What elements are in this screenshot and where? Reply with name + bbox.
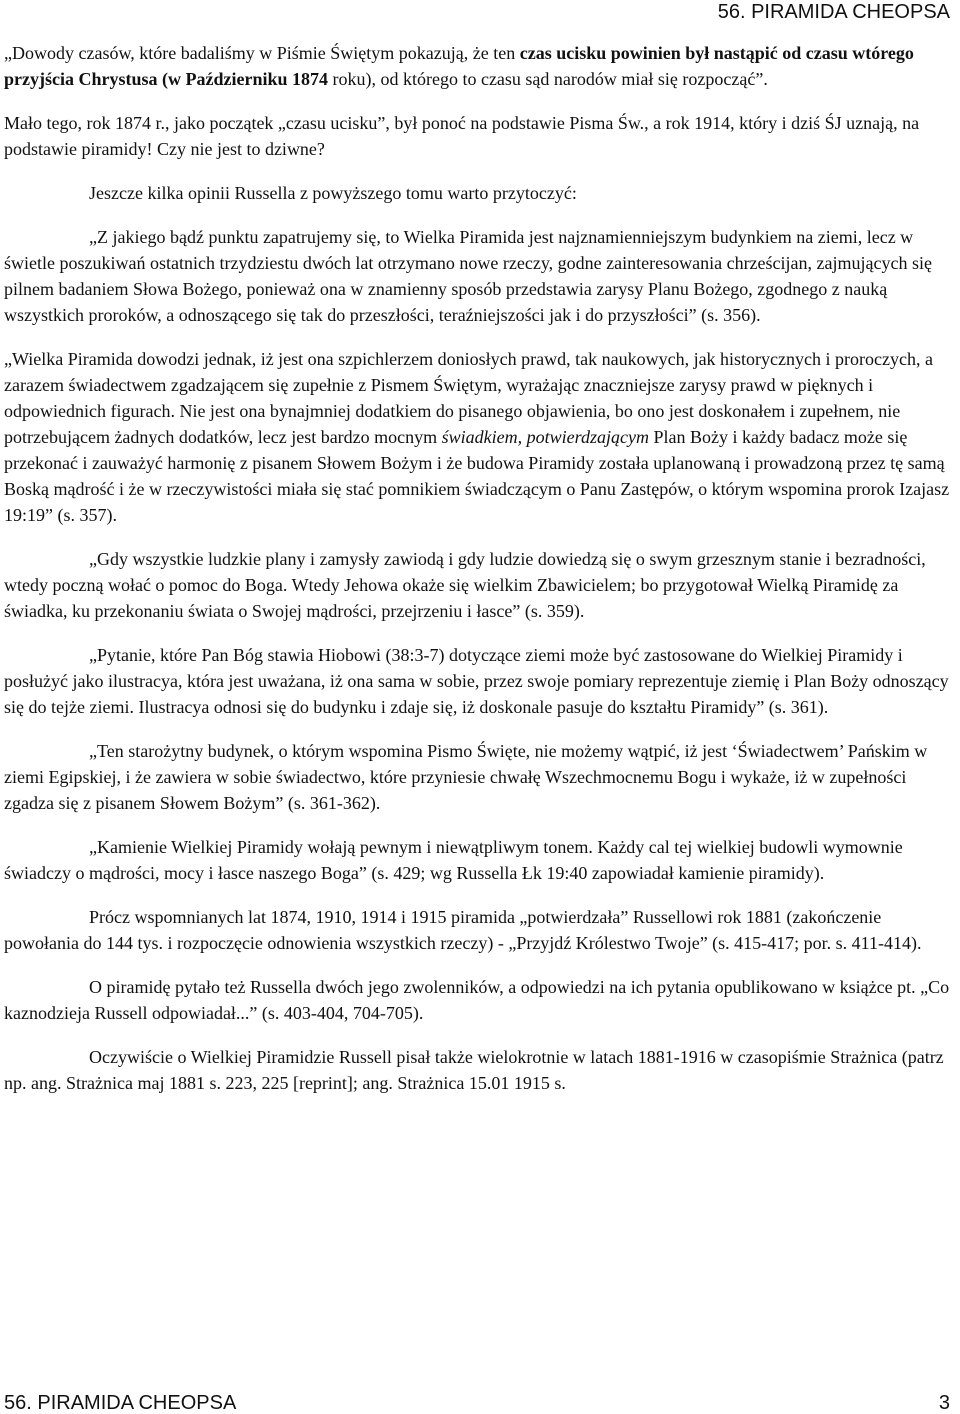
paragraph-11: O piramidę pytało też Russella dwóch jego zwolenników, a odpowiedzi na ich pytania opublikowano w książce pt. „Co kaznodzieja Russell odpowiadał...” (s. 403-404, 704-705). [4, 977, 950, 1023]
italic-text: świadkiem, potwierdzającym [441, 427, 649, 447]
paragraph-2: Mało tego, rok 1874 r., jako początek „czasu ucisku”, był ponoć na podstawie Pisma Św., a rok 1914, który i dziś ŚJ uznają, na podstawie piramidy! Czy nie jest to dziwne? [4, 113, 920, 159]
text-run: roku), od którego to czasu sąd narodów miał się rozpocząć”. [327, 69, 768, 89]
page-number: 3 [938, 1392, 950, 1414]
quote-3: „Gdy wszystkie ludzkie plany i zamysły zawiodą i gdy ludzie dowiedzą się o swym grzesznym stanie i bezradności, wtedy poczną wołać o pomoc do Boga. Wtedy Jehowa okaże się wielkim Zbawicielem; bo przygotował Wielką Piramidę za świadka, ku przekonaniu świata o Swojej mądrości, przejrzeniu i łasce” (s. 359). [4, 549, 926, 621]
text-run: „Wielka Piramida dowodzi jednak, iż jest ona szpichlerzem doniosłych prawd, tak naukowych, jak historycznych i proroczych, a zarazem świadectwem zgadzającem się zupełnie z Pismem Świętym, wyrażając znaczniejsze zarysy prawd w pięknych i odpowiednich figurach. Nie jest ona bynajmniej dodatkiem do pisanego objawienia, bo ono jest doskonałem i zupełnem, nie potrzebującem żadnych dodatków, lecz jest bardzo mocnym [4, 349, 933, 447]
paragraph-3: Jeszcze kilka opinii Russella z powyższego tomu warto przytoczyć: [89, 183, 577, 203]
paragraph-10: Prócz wspomnianych lat 1874, 1910, 1914 i 1915 piramida „potwierdzała” Russellowi rok 1881 (zakończenie powołania do 144 tys. i rozpoczęcie odnowienia wszystkich rzeczy) - „Przyjdź Królestwo Twoje” (s. 415-417; por. s. 411-414). [4, 907, 922, 953]
paragraph-1 [4, 40, 952, 92]
quote-1: „Z jakiego bądź punktu zapatrujemy się, to Wielka Piramida jest najznamienniejszym budynkiem na ziemi, lecz w świetle poszukiwań ostatnich trzydziestu dwóch lat otrzymano nowe rzeczy, godne zainteresowania chrześcijan, zajmujących się pilnem badaniem Słowa Bożego, ponieważ ona w znamienny sposób przedstawia zarysy Planu Bożego, zgodnego z nauką wszystkich proroków, a odnoszącego się tak do przeszłości, teraźniejszości jak i do przyszłości” (s. 356). [4, 227, 932, 325]
page-header: 56. PIRAMIDA CHEOPSA [717, 1, 950, 23]
footer-title: 56. PIRAMIDA CHEOPSA [4, 1392, 237, 1414]
bold-text: czas ucisku powinien był nastąpić od czasu wtórego przyjścia Chrystusa (w Październiku 1874 [4, 43, 914, 89]
document-body [4, 40, 952, 1114]
page-footer [4, 1392, 950, 1414]
quote-5: „Ten starożytny budynek, o którym wspomina Pismo Święte, nie możemy wątpić, iż jest ‘Świadectwem’ Pańskim w ziemi Egipskiej, i że zawiera w sobie świadectwo, które przyniesie chwałę Wszechmocnemu Bogu i wykaże, iż w zupełności zgadza się z pisanem Słowem Bożym” (s. 361-362). [4, 741, 928, 813]
paragraph-12: Oczywiście o Wielkiej Piramidzie Russell pisał także wielokrotnie w latach 1881-1916 w czasopiśmie Strażnica (patrz np. ang. Strażnica maj 1881 s. 223, 225 [reprint]; ang. Strażnica 15.01 1915 s. [4, 1047, 944, 1093]
text-run: „Dowody czasów, które badaliśmy w Piśmie Świętym pokazują, że ten [4, 43, 520, 63]
quote-4: „Pytanie, które Pan Bóg stawia Hiobowi (38:3-7) dotyczące ziemi może być zastosowane do Wielkiej Piramidy i posłużyć jako ilustracya, która jest uważana, iż ona sama w sobie, przez swoje pomiary reprezentuje ziemię i Plan Boży odnoszący się do tejże ziemi. Ilustracya odnosi się do budynku i zdaje się, iż doskonale pasuje do kształtu Piramidy” (s. 361). [4, 645, 949, 717]
quote-6: „Kamienie Wielkiej Piramidy wołają pewnym i niewątpliwym tonem. Każdy cal tej wielkiej budowli wymownie świadczy o mądrości, mocy i łasce naszego Boga” (s. 429; wg Russella Łk 19:40 zapowiadał kamienie piramidy). [4, 837, 903, 883]
quote-2 [4, 346, 952, 528]
text-run: Plan Boży i każdy badacz może się przekonać i zauważyć harmonię z pisanem Słowem Bożym i że budowa Piramidy została uplanowaną i prowadzoną przez tę samą Boską mądrość i że w rzeczywistości miała się stać pomnikiem świadczącym o Panu Zastępów, o którym wspomina prorok Izajasz 19:19” (s. 357). [4, 427, 950, 525]
